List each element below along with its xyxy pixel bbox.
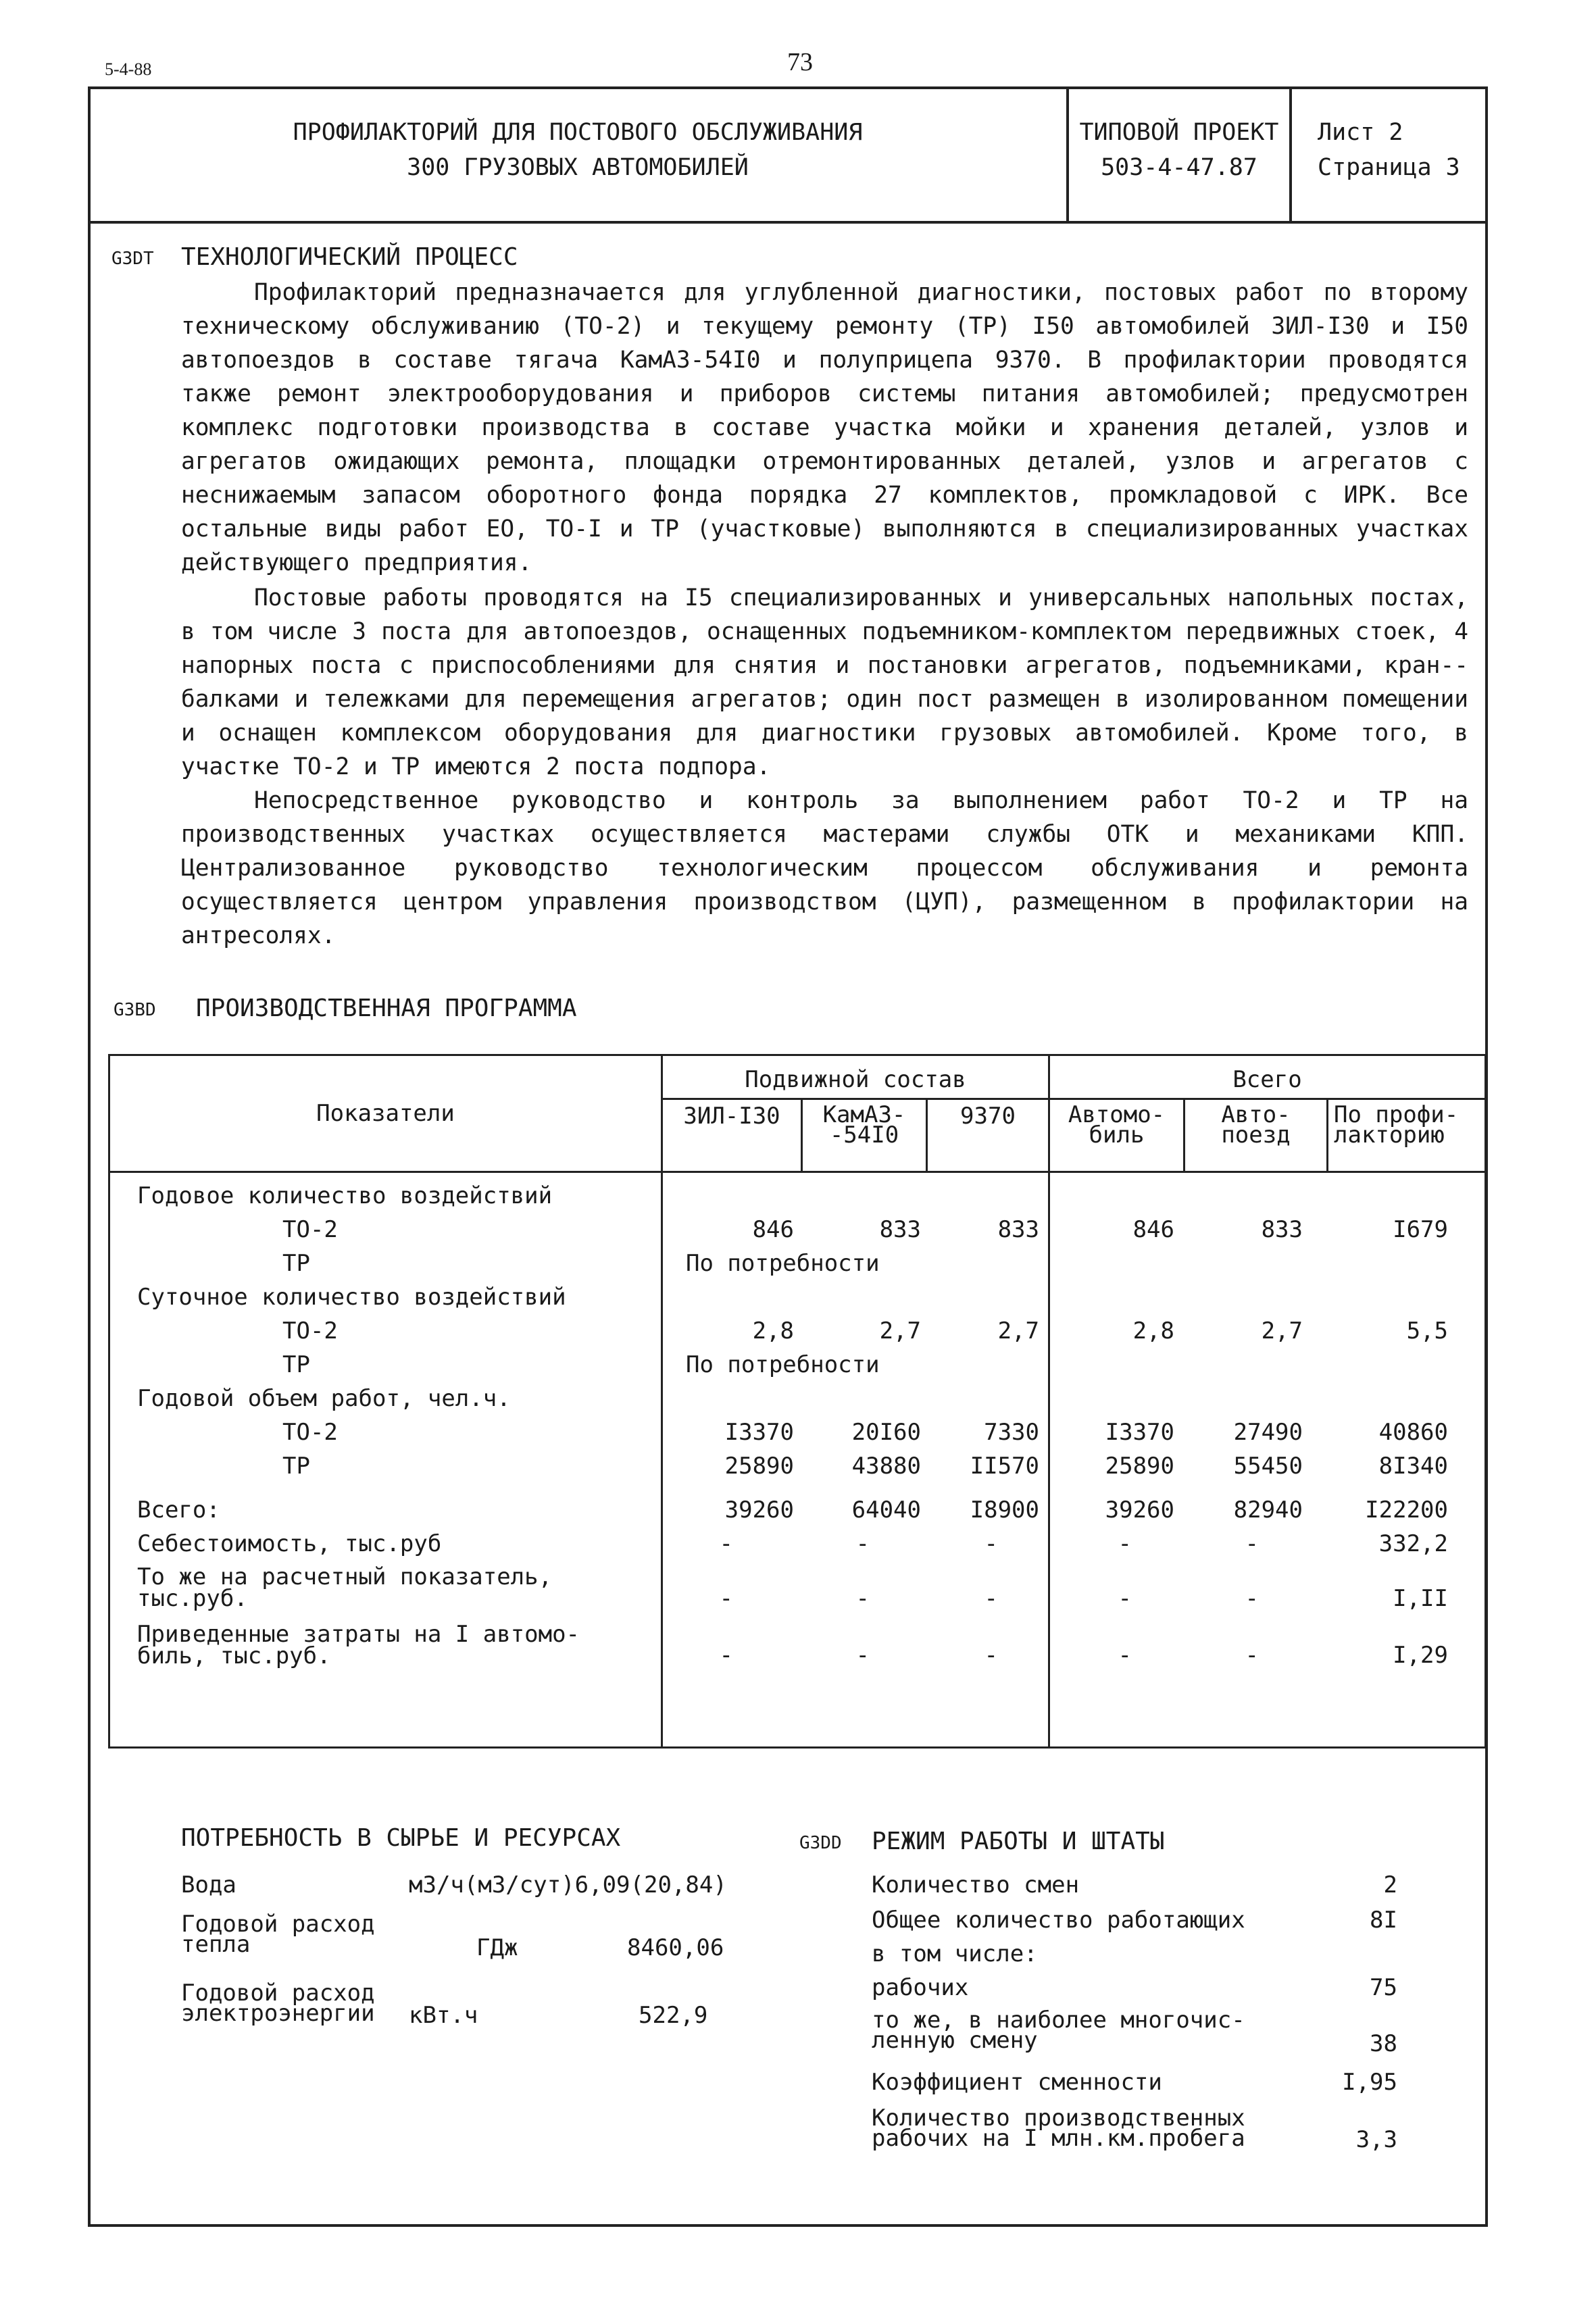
table-cell: 846 [1132,1216,1174,1243]
table-cell: I,II [1393,1585,1448,1612]
table-vline-stock [661,1056,663,1746]
per-mln-value: 3,3 [1355,2126,1397,2153]
table-cell: 20I60 [851,1419,921,1446]
workers-label: рабочих [872,1974,969,2001]
document-code: 5-4-88 [105,59,152,79]
row-label: Себестоимость, тыс.руб [137,1530,442,1557]
header-project-line2: 503-4-47.87 [1101,154,1257,181]
col-kamaz: КамАЗ- -54I0 [822,1101,906,1149]
table-cell: - [1118,1642,1132,1669]
row-label: ТР [282,1250,310,1277]
row-label: Суточное количество воздействий [137,1284,566,1311]
header-title [95,115,1061,185]
header-sheet [1318,115,1480,185]
row-label: ТР [282,1453,310,1480]
table-cell: I,29 [1393,1642,1448,1669]
row-label: ТО-2 [282,1419,338,1446]
table-cell: I3370 [724,1419,794,1446]
table-cell: 25890 [1105,1453,1174,1480]
table-cell: 43880 [851,1453,921,1480]
production-program-table [108,1054,1487,1749]
tech-paragraph-1: Профилакторий предназначается для углубленной диагностики, постовых работ по второму техническому обслуживанию (ТО-2) и текущему ремонту (ТР) I50 автомобилей ЗИЛ-I30 и I50 автопоездов в составе тягача КамАЗ-54I0 и полуприцепа 9370. В профилактории проводятся также ремонт электрооборудования и приборов системы питания автомобилей; предусмотрен комплекс подготовки производства в составе участка мойки и хранения деталей, узлов и агрегатов ожидающих ремонта, площадки отремонтированных деталей, узлов и агрегатов с неснижаемым запасом оборотного фонда порядка 27 комплектов, промкладовой с ИРК. Все остальные виды работ ЕО, ТО-I и ТР (участковые) выполняются в специализированных участках действующего предприятия. [181,279,1468,576]
table-cell: 64040 [851,1496,921,1524]
row-label: Всего: [137,1496,220,1524]
row-note: По потребности [686,1250,880,1277]
header-divider-v1 [1066,86,1069,222]
frame-bottom-border [88,2224,1488,2227]
table-hline-header [110,1171,1485,1173]
heat-value: 8460,06 [627,1934,724,1961]
row-label: То же на расчетный показатель, тыс.руб. [137,1563,553,1612]
table-cell: - [719,1530,733,1557]
table-cell: - [719,1642,733,1669]
table-cell: 2,8 [1132,1317,1174,1344]
shift-coef-value: I,95 [1342,2069,1397,2096]
page-number: 73 [787,48,813,76]
mode-section-title: РЕЖИМ РАБОТЫ И ШТАТЫ [872,1828,1165,1855]
table-cell: 833 [1261,1216,1303,1243]
mode-section-code: G3DD [799,1833,842,1853]
col-9370: 9370 [960,1103,1016,1130]
col-zil: ЗИЛ-I30 [683,1103,780,1130]
per-mln-label: Количество производственных рабочих на I млн.км.пробега [872,2105,1245,2152]
header-project [1074,115,1284,185]
table-cell: 8I340 [1378,1453,1448,1480]
including-label: в том числе: [872,1940,1038,1967]
table-cell: - [1118,1585,1132,1612]
tech-paragraph-2: Постовые работы проводятся на I5 специализированных и универсальных напольных постах, в том числе 3 поста для автопоездов, оснащенных подъемником-комплектом передвижных стоек, 4 напорных поста с приспособлениями для снятия и постановки агрегатов, подъемниками, кран--балками и тележками для перемещения агрегатов; один пост размещен в изолированном помещении и оснащен комплексом оборудования для диагностики грузовых автомобилей. Кроме того, в участке ТО-2 и ТР имеются 2 поста подпора. [181,584,1468,780]
table-cell: 55450 [1233,1453,1303,1480]
program-section-title: ПРОИЗВОДСТВЕННАЯ ПРОГРАММА [196,995,577,1022]
header-divider [88,221,1488,224]
program-section-code: G3BD [114,1000,156,1020]
table-cell: 332,2 [1378,1530,1448,1557]
header-total: Всего [1232,1066,1302,1093]
table-cell: I679 [1393,1216,1448,1243]
tech-section-title: ТЕХНОЛОГИЧЕСКИЙ ПРОЦЕСС [181,243,518,271]
header-indicators: Показатели [316,1100,455,1127]
table-cell: II570 [970,1453,1039,1480]
row-label: Приведенные затраты на I автомо- биль, тыс.руб. [137,1621,580,1669]
shift-coef-label: Коэффициент сменности [872,2069,1162,2096]
header-project-line1: ТИПОВОЙ ПРОЕКТ [1079,119,1279,146]
col-car: Автомо- биль [1068,1101,1166,1149]
col-road-train: Авто- поезд [1221,1101,1291,1149]
shifts-label: Количество смен [872,1871,1080,1898]
table-cell: I3370 [1105,1419,1174,1446]
row-label: Годовое количество воздействий [137,1182,553,1209]
row-note: По потребности [686,1351,880,1378]
header-title-line2: 300 ГРУЗОВЫХ АВТОМОБИЛЕЙ [407,154,749,181]
header-sheet-line2: Страница 3 [1318,154,1460,181]
header-sheet-line1: Лист 2 [1318,119,1403,146]
table-cell: 7330 [984,1419,1039,1446]
tech-section-code: G3DT [111,249,154,269]
table-cell: 5,5 [1406,1317,1448,1344]
table-cell: - [984,1530,998,1557]
table-cell: I22200 [1365,1496,1448,1524]
table-cell: 833 [879,1216,921,1243]
table-cell: 82940 [1233,1496,1303,1524]
row-label: Годовой объем работ, чел.ч. [137,1385,511,1412]
table-vline-total [1048,1056,1050,1746]
shifts-value: 2 [1383,1871,1397,1898]
power-unit: кВт.ч [409,2002,478,2029]
table-cell: - [719,1585,733,1612]
header-rolling-stock: Подвижной состав [745,1066,966,1093]
table-cell: 2,7 [1261,1317,1303,1344]
workers-total-value: 8I [1370,1907,1397,1934]
tech-paragraph-3: Непосредственное руководство и контроль за выполнением работ ТО-2 и ТР на производственных участках осуществляется мастерами службы ОТК и механиками КПП. Централизованное руководство технологическим процессом обслуживания и ремонта осуществляется центром управления производством (ЦУП), размещенном в профилактории на антресолях. [181,787,1468,949]
table-cell: - [984,1585,998,1612]
row-label: ТО-2 [282,1317,338,1344]
table-cell: 39260 [1105,1496,1174,1524]
table-cell: - [984,1642,998,1669]
header-divider-v2 [1289,86,1292,222]
table-cell: - [855,1642,870,1669]
table-cell: 2,7 [997,1317,1039,1344]
power-value: 522,9 [639,2002,708,2029]
frame-top-border [88,86,1488,89]
table-cell: 833 [997,1216,1039,1243]
busiest-shift-value: 38 [1370,2030,1397,2057]
water-label: Вода [181,1871,236,1898]
table-cell: - [1245,1642,1259,1669]
table-cell: 25890 [724,1453,794,1480]
table-cell: - [1245,1585,1259,1612]
row-label: ТО-2 [282,1216,338,1243]
table-cell: 40860 [1378,1419,1448,1446]
workers-value: 75 [1370,1974,1397,2001]
table-cell: 2,8 [752,1317,794,1344]
power-label: Годовой расход электроэнергии [181,1980,375,2027]
table-cell: 846 [752,1216,794,1243]
table-cell: - [855,1530,870,1557]
table-cell: 27490 [1233,1419,1303,1446]
col-by-facility: По профи- лакторию [1334,1101,1459,1149]
workers-total-label: Общее количество работающих [872,1907,1245,1934]
table-cell: 39260 [724,1496,794,1524]
header-title-line1: ПРОФИЛАКТОРИЙ ДЛЯ ПОСТОВОГО ОБСЛУЖИВАНИЯ [293,119,863,146]
heat-unit: ГДж [476,1934,518,1961]
table-cell: - [1245,1530,1259,1557]
water-value: м3/ч(м3/сут)6,09(20,84) [409,1871,727,1898]
heat-label: Годовой расход тепла [181,1911,375,1958]
table-cell: - [1118,1530,1132,1557]
table-hline-subheader [661,1098,1485,1100]
resources-title: ПОТРЕБНОСТЬ В СЫРЬЕ И РЕСУРСАХ [181,1824,621,1852]
table-cell: - [855,1585,870,1612]
frame-left-border [88,86,91,2227]
row-label: ТР [282,1351,310,1378]
busiest-shift-label: то же, в наиболее многочис- ленную смену [872,2007,1245,2054]
table-cell: I8900 [970,1496,1039,1524]
table-cell: 2,7 [879,1317,921,1344]
